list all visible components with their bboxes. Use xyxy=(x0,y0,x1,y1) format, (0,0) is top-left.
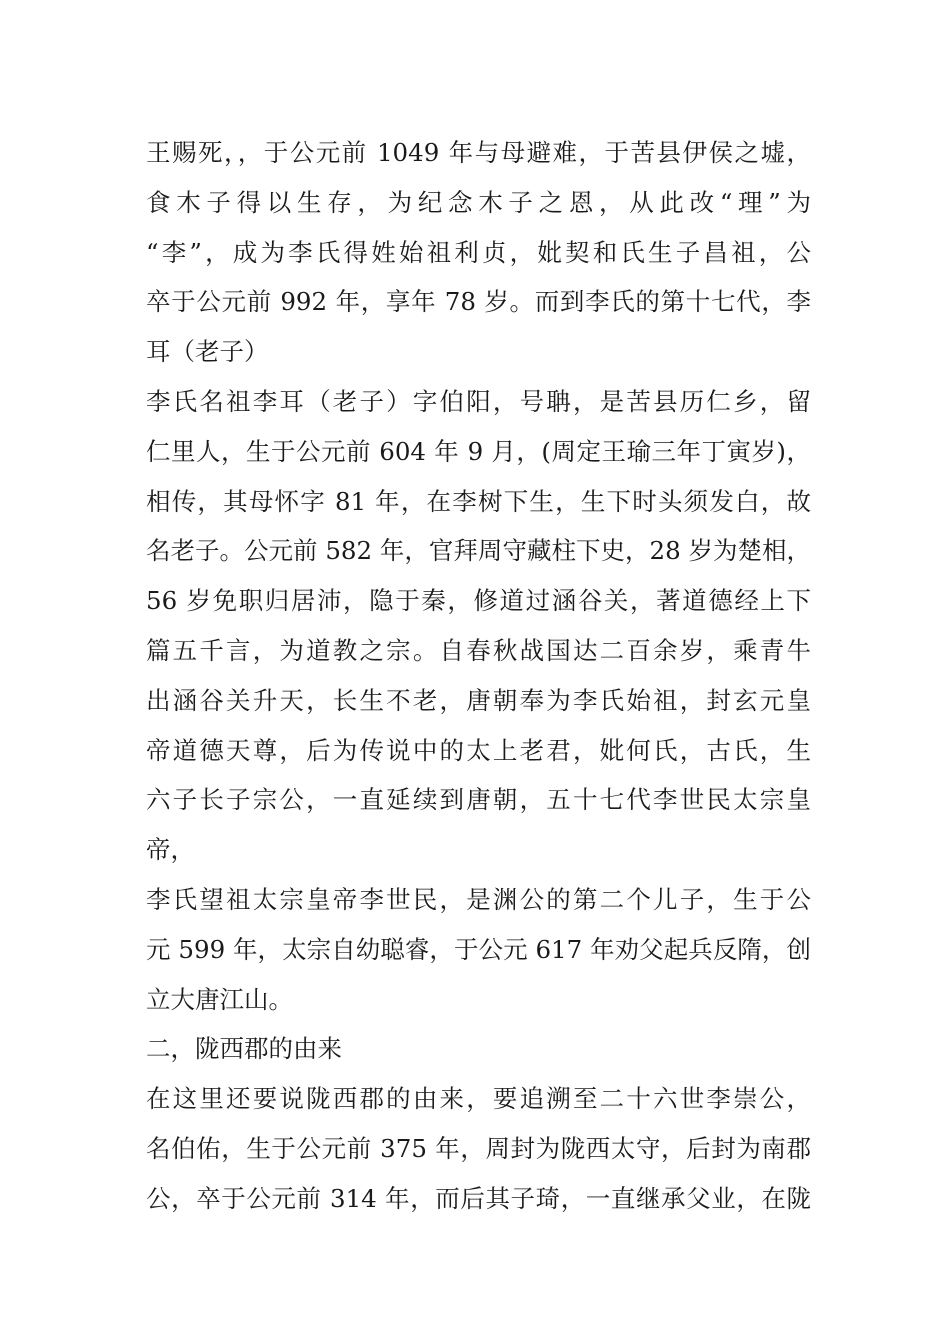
text-line: 李氏望祖太宗皇帝李世民，是渊公的第二个儿子，生于公 xyxy=(146,884,811,914)
body-text xyxy=(146,128,811,1224)
text-line: 相传，其母怀字 81 年，在李树下生，生下时头须发白，故 xyxy=(146,486,811,516)
text-line: 王赐死，，于公元前 1049 年与母避难，于苦县伊侯之墟， xyxy=(146,138,811,167)
text-line: “李”，成为李氏得姓始祖利贞，妣契和氏生子昌祖，公 xyxy=(146,237,811,267)
text-line: 篇五千言，为道教之宗。自春秋战国达二百余岁，乘青牛 xyxy=(146,635,811,665)
text-line: 李氏名祖李耳（老子）字伯阳，号聃，是苦县历仁乡，留 xyxy=(146,386,811,416)
section-heading: 二，陇西郡的由来 xyxy=(146,1034,342,1064)
text-line: 出涵谷关升天，长生不老，唐朝奉为李氏始祖，封玄元皇 xyxy=(146,685,811,715)
text-line: 元 599 年，太宗自幼聪睿，于公元 617 年劝父起兵反隋，创 xyxy=(146,934,811,964)
text-line: 在这里还要说陇西郡的由来，要追溯至二十六世李崇公， xyxy=(146,1084,811,1114)
text-line: 名伯佑，生于公元前 375 年，周封为陇西太守，后封为南郡 xyxy=(146,1133,811,1163)
text-line: 帝， xyxy=(146,835,195,865)
text-line: 56 岁免职归居沛，隐于秦，修道过涵谷关，著道德经上下 xyxy=(146,586,811,616)
text-line: 耳（老子） xyxy=(146,337,269,367)
text-line: 卒于公元前 992 年，享年 78 岁。而到李氏的第十七代，李 xyxy=(146,287,811,317)
text-line: 名老子。公元前 582 年，官拜周守藏柱下史，28 岁为楚相， xyxy=(146,536,811,566)
text-line: 仁里人，生于公元前 604 年 9 月，(周定王瑜三年丁寅岁)， xyxy=(146,436,811,466)
text-line: 帝道德天尊，后为传说中的太上老君，妣何氏，古氏，生 xyxy=(146,735,811,765)
text-line: 公，卒于公元前 314 年，而后其子琦，一直继承父业，在陇 xyxy=(146,1183,811,1213)
text-line: 六子长子宗公，一直延续到唐朝，五十七代李世民太宗皇 xyxy=(146,785,811,815)
text-line: 食木子得以生存，为纪念木子之恩，从此改“理”为 xyxy=(146,187,811,217)
text-line: 立大唐江山。 xyxy=(146,984,293,1014)
